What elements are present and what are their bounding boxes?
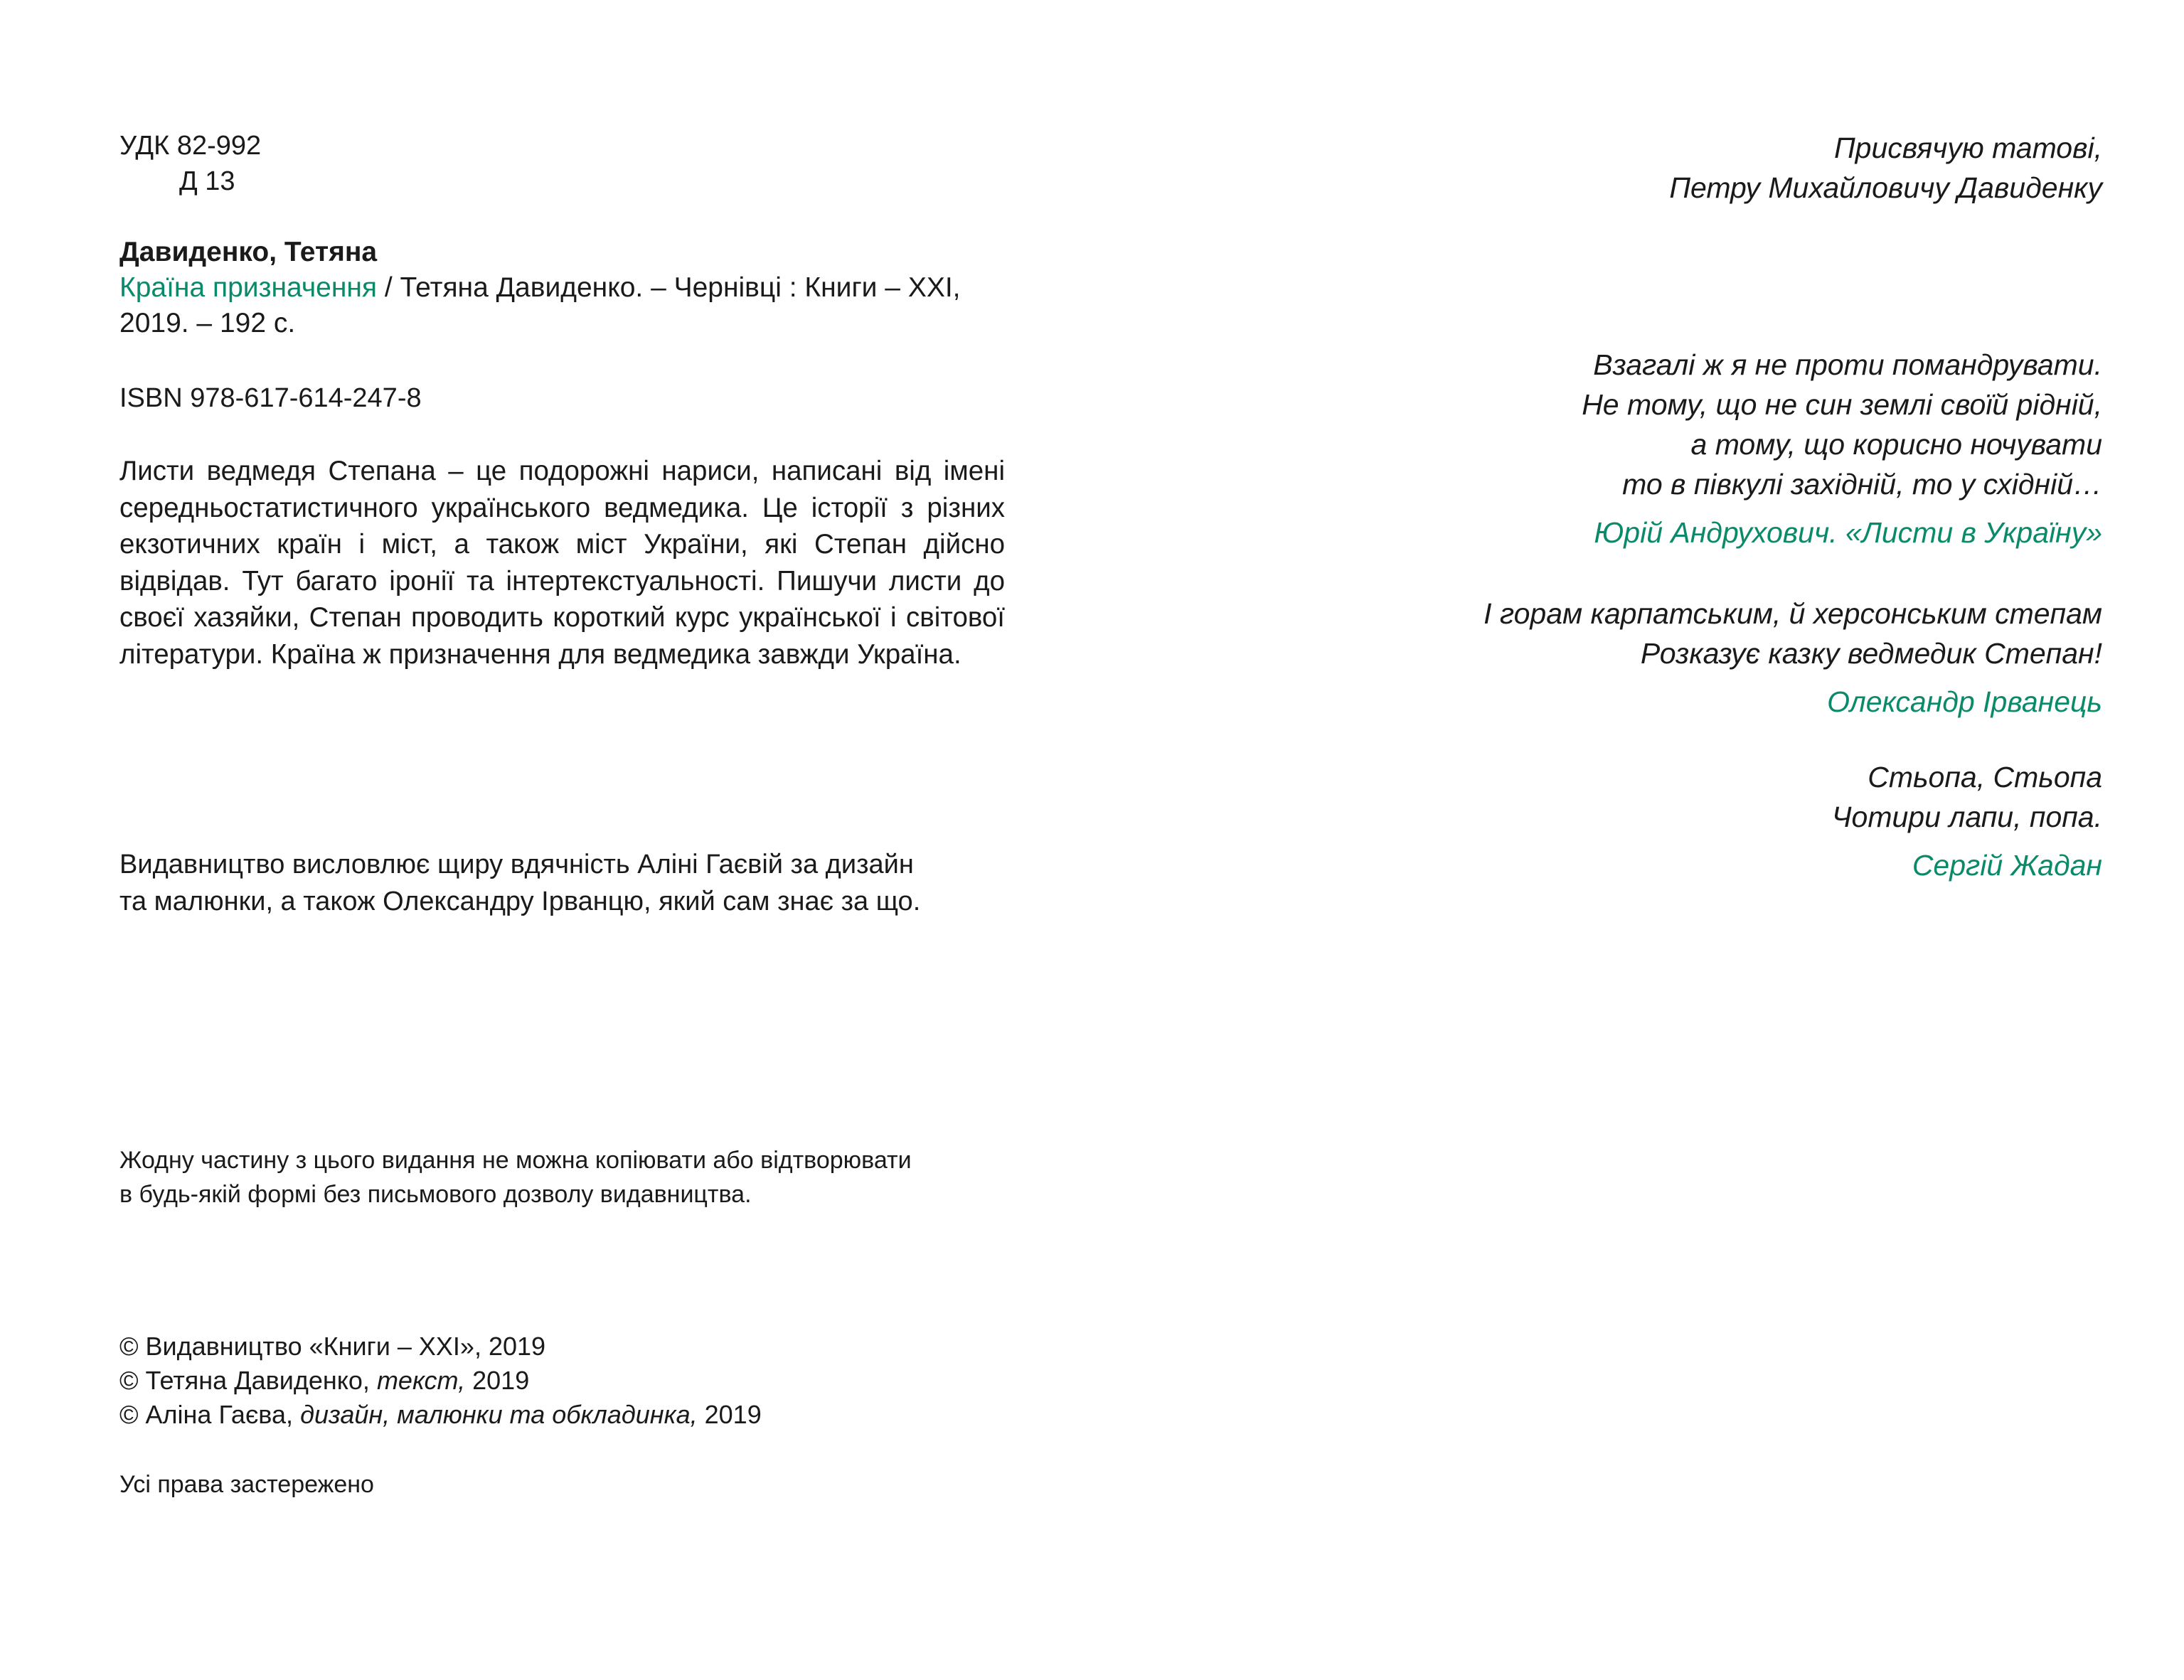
udk-index: Д 13 xyxy=(179,166,235,196)
udk-block xyxy=(119,128,261,199)
copyright-designer-year: 2019 xyxy=(697,1400,762,1429)
copyright-block xyxy=(119,1329,762,1432)
epigraph-line: то в півкулі західній, то у східній… xyxy=(1622,468,2102,501)
restriction-line: в будь-якій формі без письмового дозволу видавництва. xyxy=(119,1181,752,1208)
epigraph-author: Юрій Андрухович. «Листи в Україну» xyxy=(1594,516,2102,549)
acknowledgement xyxy=(119,846,1008,920)
right-page xyxy=(1092,0,2184,1680)
epigraph-andrukhovych xyxy=(1582,345,2102,552)
copyright-author xyxy=(119,1364,762,1398)
epigraph-zhadan xyxy=(1832,757,2102,885)
dedication-line: Присвячую татові, xyxy=(1833,132,2102,164)
copyright-designer-name: © Аліна Гаєва, xyxy=(119,1400,301,1429)
annotation: Листи ведмедя Степана – це подорожні нариси, написані від імені середньостатистичного українського ведмедика. Це історії з різних екзотичних країн і міст, а також міст України, які Степан дійсно відвідав. Тут багато іронії та інтертекстуальності. Пишучи листи до своєї хазяйки, Степан проводить короткий курс української і світової літератури. Країна ж призначення для ведмедика завжди Україна. xyxy=(119,456,1005,670)
bibliographic-details: / Тетяна Давиденко. – Чернівці : Книги – ХХІ, 2019. – 192 с. xyxy=(119,272,961,338)
copyright-designer-role: дизайн, малюнки та обкладинка, xyxy=(300,1400,698,1429)
epigraph-line: Чотири лапи, попа. xyxy=(1831,801,2102,833)
bibliographic-record xyxy=(119,270,1008,341)
epigraph-line: а тому, що корисно ночувати xyxy=(1690,428,2102,461)
isbn: ISBN 978-617-614-247-8 xyxy=(119,383,422,413)
author-heading: Давиденко, Тетяна xyxy=(119,237,378,267)
epigraph-line: Не тому, що не син землі своїй рідній, xyxy=(1582,388,2102,421)
book-title: Країна призначення xyxy=(119,272,378,303)
copyright-author-name: © Тетяна Давиденко, xyxy=(119,1366,377,1395)
dedication-line: Петру Михайловичу Давиденку xyxy=(1669,171,2102,204)
copyright-author-role: текст, xyxy=(376,1366,466,1395)
epigraph-line: Розказує казку ведмедик Степан! xyxy=(1640,637,2102,670)
all-rights-reserved: Усі права застережено xyxy=(119,1471,374,1498)
epigraph-line: Стьопа, Стьопа xyxy=(1868,761,2102,793)
epigraph-line: Взагалі ж я не проти помандрувати. xyxy=(1593,348,2102,381)
epigraph-author: Олександр Ірванець xyxy=(1827,685,2102,718)
epigraph-irvanets xyxy=(1483,594,2102,722)
epigraph-author: Сергій Жадан xyxy=(1912,849,2102,882)
acknowledgement-line: Видавництво висловлює щиру вдячність Аліні Гаєвій за дизайн xyxy=(119,850,914,879)
copyright-author-year: 2019 xyxy=(465,1366,530,1395)
epigraph-line: І горам карпатським, й херсонським степам xyxy=(1483,597,2102,630)
restriction-line: Жодну частину з цього видання не можна копіювати або відтворювати xyxy=(119,1147,912,1174)
dedication xyxy=(1669,128,2102,208)
copy-restriction-note xyxy=(119,1143,1008,1211)
copyright-designer xyxy=(119,1398,762,1432)
udk-code: УДК 82-992 xyxy=(119,131,262,161)
copyright-publisher: © Видавництво «Книги – ХХІ», 2019 xyxy=(119,1332,546,1361)
acknowledgement-line: та малюнки, а також Олександру Ірванцю, який сам знає за що. xyxy=(119,887,921,916)
